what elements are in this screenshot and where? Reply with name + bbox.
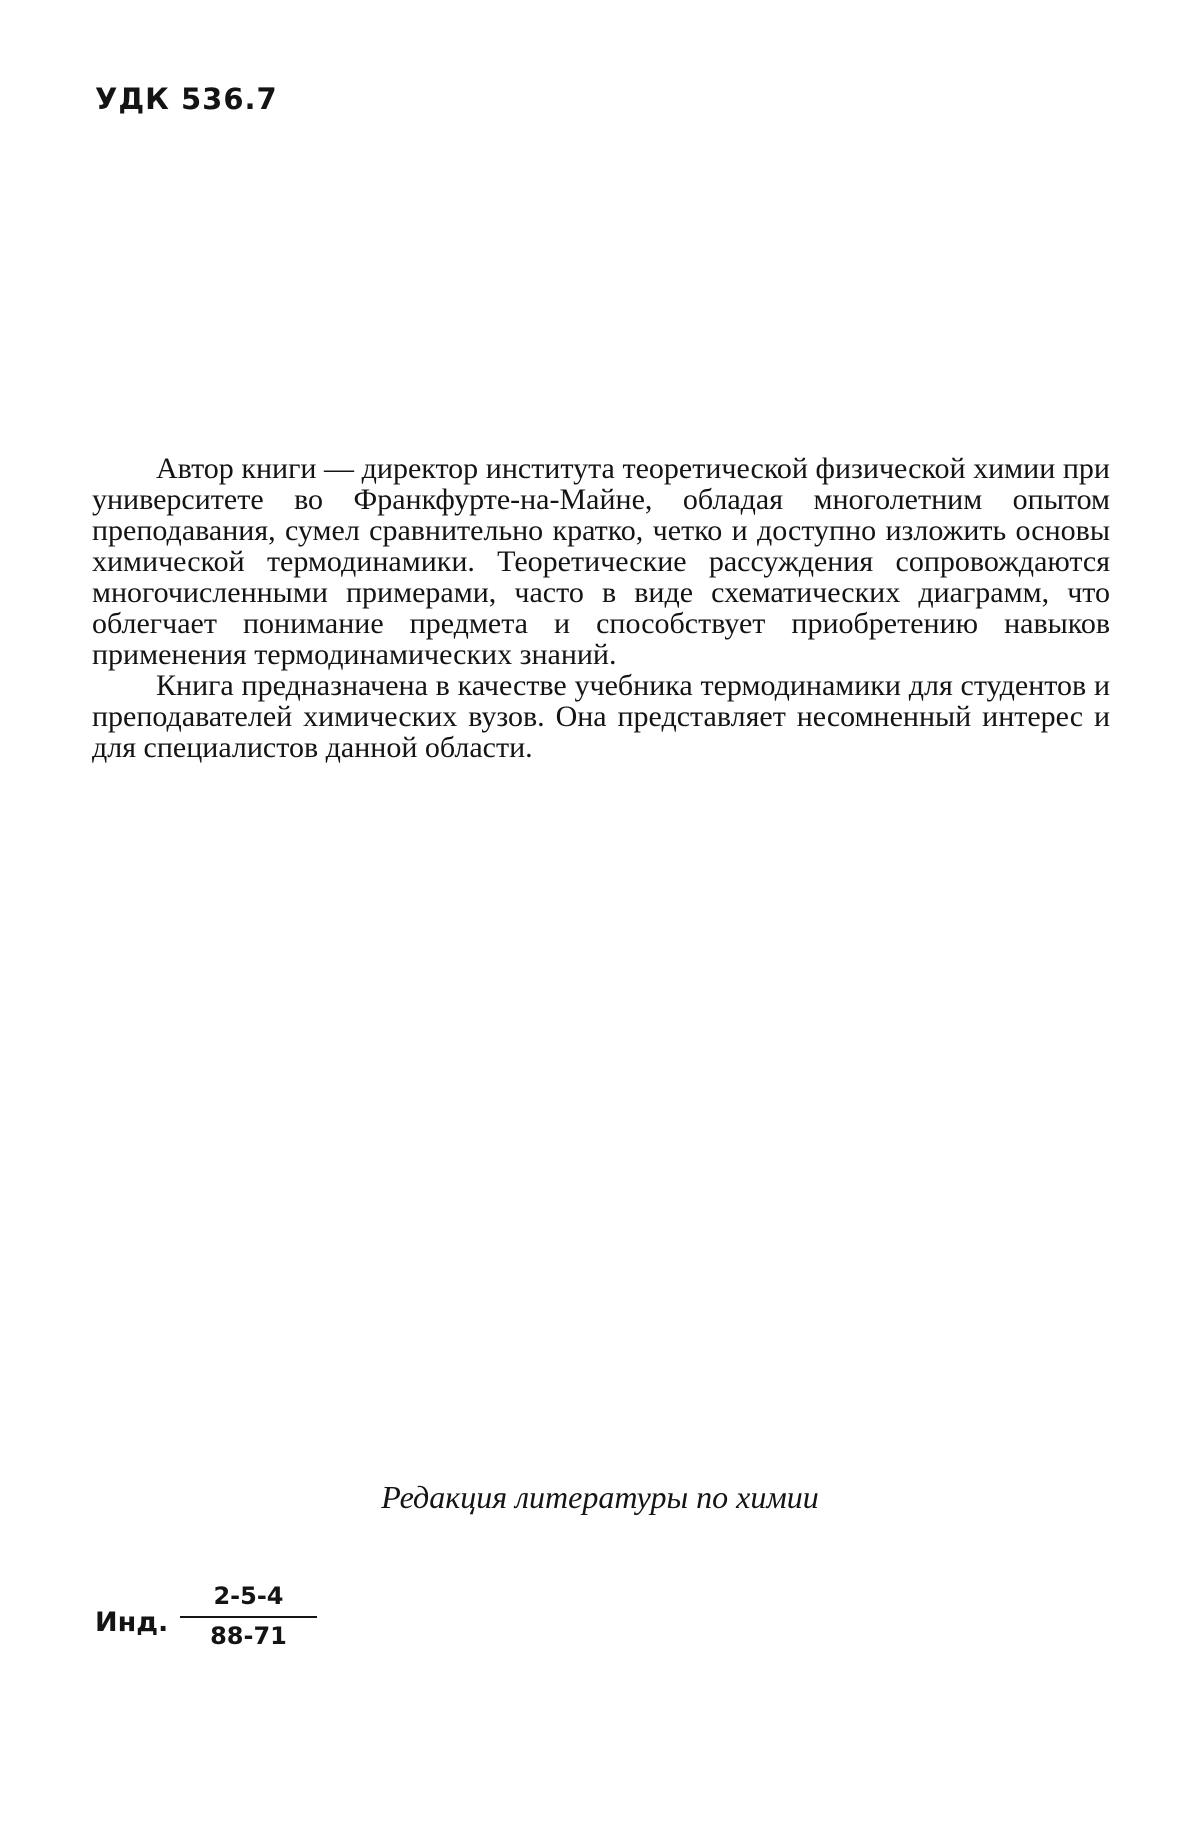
annotation-paragraph: Книга предназначена в качестве учебника термодинамики для студентов и преподавателей химических вузов. Она представляет несомненный интерес и для специалистов данной области.: [92, 669, 1110, 764]
editorial-office-line: Редакция литературы по химии: [381, 1479, 819, 1515]
book-annotation: [92, 453, 1110, 763]
udk-code: УДК 536.7: [95, 82, 278, 116]
index-denominator: 88-71: [210, 1622, 287, 1650]
index-fraction: [180, 1583, 317, 1649]
index-label: Инд.: [95, 1607, 169, 1638]
index-numerator: 2-5-4: [213, 1582, 284, 1610]
fraction-bar: [180, 1616, 317, 1618]
annotation-paragraph: Автор книги — директор института теоретической физической химии при университете во Франкфурте-на-Майне, обладая многолетним опытом преподавания, сумел сравнительно кратко, четко и доступно изложить основы химической термодинамики. Теоретические рассуждения сопровождаются многочисленными примерами, часто в виде схематических диаграмм, что облегчает понимание предмета и способствует приобретению навыков применения термодинамических знаний.: [92, 452, 1110, 671]
